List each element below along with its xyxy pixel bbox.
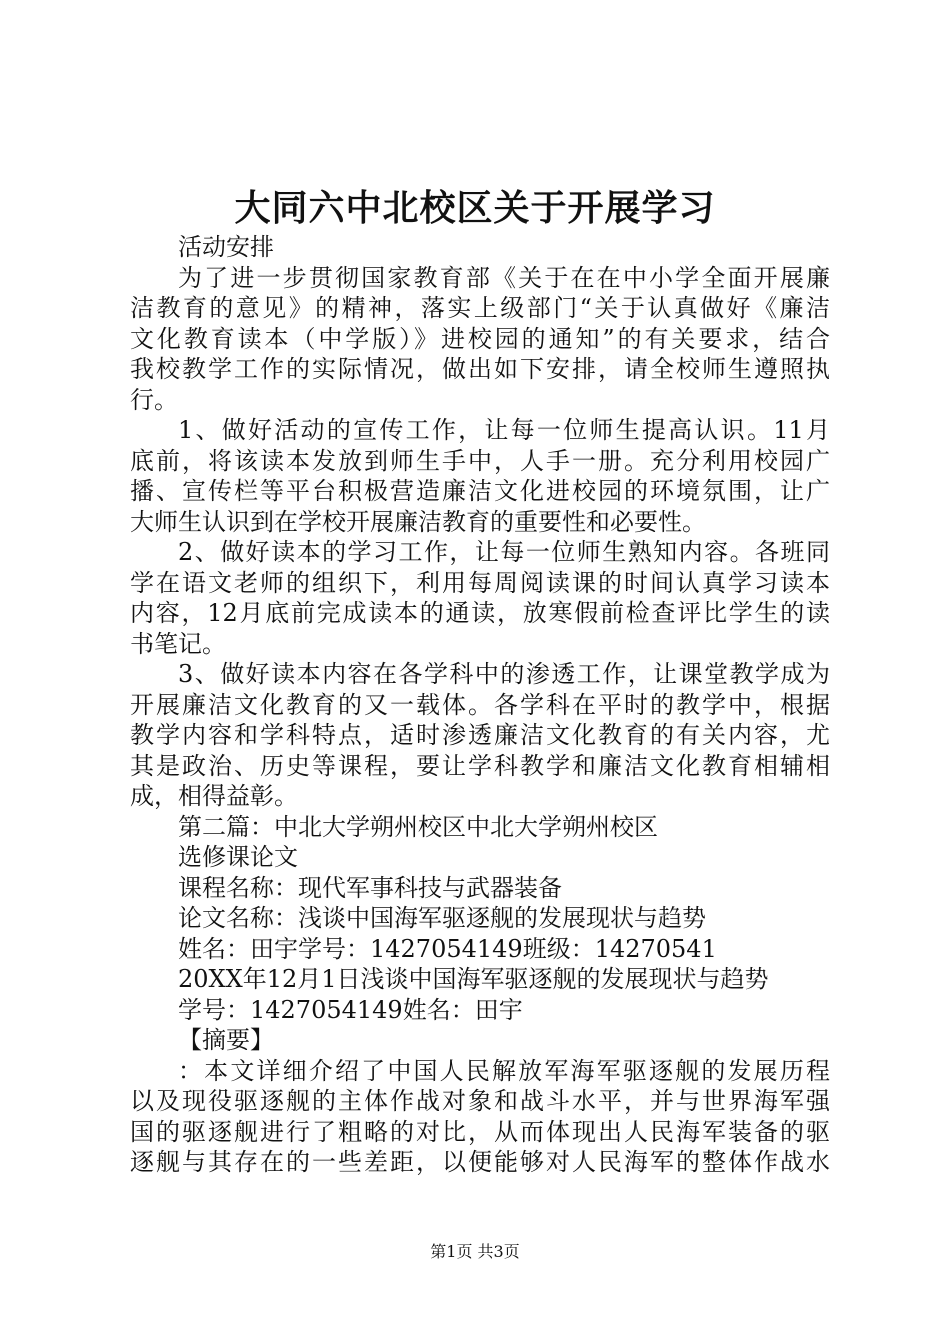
text-line: 1、做好活动的宣传工作，让每一位师生提高认识。11月 — [178, 416, 830, 444]
text-line: 活动安排 — [178, 233, 274, 261]
text-line: 2、做好读本的学习工作，让每一位师生熟知内容。各班同 — [178, 538, 830, 566]
text-line: 论文名称：浅谈中国海军驱逐舰的发展现状与趋势 — [178, 904, 706, 932]
text-line: 学号：1427054149姓名：田宇 — [178, 995, 523, 1024]
text-line: 课程名称：现代军事科技与武器装备 — [178, 873, 562, 902]
text-line: 20XX年12月1日浅谈中国海军驱逐舰的发展现状与趋势 — [178, 965, 769, 993]
document-body — [130, 232, 830, 1178]
text-line: 以及现役驱逐舰的主体作战对象和战斗水平，并与世界海军强 — [130, 1087, 830, 1115]
text-line: 第二篇：中北大学朔州校区中北大学朔州校区 — [178, 812, 658, 841]
text-line: 姓名：田宇学号：1427054149班级：14270541 — [178, 934, 717, 963]
text-line: 洁教育的意见》的精神，落实上级部门“关于认真做好《廉洁 — [130, 294, 830, 322]
text-line: 播、宣传栏等平台积极营造廉洁文化进校园的环境氛围，让广 — [130, 477, 830, 505]
text-line: 学在语文老师的组织下，利用每周阅读课的时间认真学习读本 — [130, 568, 830, 597]
page-footer: 第1页 共3页 — [430, 1242, 520, 1261]
text-line: 成，相得益彰。 — [130, 782, 298, 810]
text-line: 国的驱逐舰进行了粗略的对比，从而体现出人民海军装备的驱 — [130, 1117, 830, 1146]
text-line: 为了进一步贯彻国家教育部《关于在在中小学全面开展廉 — [178, 263, 830, 292]
text-line: ：本文详细介绍了中国人民解放军海军驱逐舰的发展历程 — [178, 1056, 830, 1085]
text-line: 教学内容和学科特点，适时渗透廉洁文化教育的有关内容，尤 — [130, 721, 830, 749]
document-title: 大同六中北校区关于开展学习 — [234, 187, 716, 229]
text-line: 其是政治、历史等课程，要让学科教学和廉洁文化教育相辅相 — [130, 751, 830, 780]
text-line: 内容，12月底前完成读本的通读，放寒假前检查评比学生的读 — [130, 599, 830, 627]
text-line: 大师生认识到在学校开展廉洁教育的重要性和必要性。 — [130, 507, 706, 536]
text-line: 【摘要】 — [178, 1026, 274, 1054]
text-line: 行。 — [130, 385, 178, 414]
text-line: 逐舰与其存在的一些差距，以便能够对人民海军的整体作战水 — [130, 1148, 830, 1176]
text-line: 3、做好读本内容在各学科中的渗透工作，让课堂教学成为 — [178, 660, 830, 688]
text-line: 开展廉洁文化教育的又一载体。各学科在平时的教学中，根据 — [130, 690, 830, 719]
text-line: 底前，将该读本发放到师生手中，人手一册。充分利用校园广 — [130, 446, 830, 475]
text-line: 书笔记。 — [130, 629, 226, 658]
text-line: 我校教学工作的实际情况，做出如下安排，请全校师生遵照执 — [130, 355, 830, 383]
text-line: 选修课论文 — [178, 843, 298, 871]
text-line: 文化教育读本（中学版）》进校园的通知”的有关要求，结合 — [130, 324, 830, 353]
